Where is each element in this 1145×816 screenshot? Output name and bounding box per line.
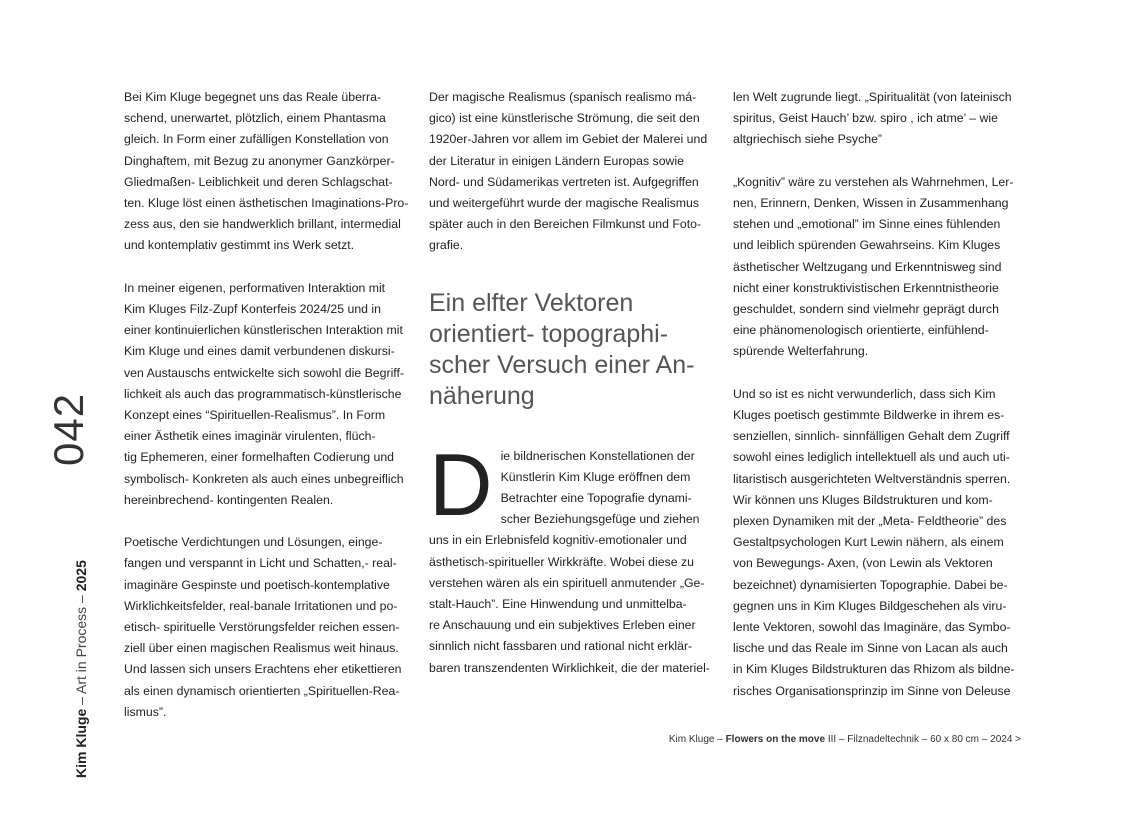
- text-column-3: [733, 87, 1021, 723]
- paragraph: In meiner eigenen, performativen Interaktion mit Kim Kluges Filz-Zupf Konterfeis 2024/25 und in einer kontinuierlichen künstlerischen Interaktion mit Kim Kluge und eines damit verbundenen diskursi- ven Austauschs entwickelte sich sowohl die Begriff- lichkeit als auch das programmatisch-künstlerische Konzept eines “Spirituellen-Realismus”. In Form einer Ästhetik eines imaginär virulenten, flüch- tig Ephemeren, einer formelhaften Codierung und symbolisch- Konkreten als auch eines unbegreiflich hereinbrechend- kontingenten Realen.: [124, 280, 405, 507]
- text-column-1: [124, 87, 411, 744]
- text-column-2: [429, 87, 715, 700]
- caption-suffix: III – Filznadeltechnik – 60 x 80 cm – 2024 >: [825, 734, 1021, 745]
- section-heading: Ein elfter Vektoren orientiert- topographi- scher Versuch einer An- näherung: [429, 288, 695, 410]
- caption-work-title: Flowers on the move: [725, 734, 826, 745]
- paragraph-body: ie bildnerischen Konstellationen der Künstlerin Kim Kluge eröffnen dem Betrachter eine Topografie dynami- scher Beziehungsgefüge und ziehen uns in ein Erlebnisfeld kognitiv-emotionaler und ästhetisch-spiritueller Wirkkräfte. Wobei diese zu verstehen wären als ein spirituell anmutender „Ge- stalt-Hauch”. Eine Hinwendung und unmittelba- re Anschauung und ein subjektives Erleben einer sinnlich nicht fassbaren und rational nicht erklär- baren transzendenten Wirklichkeit, die der materiel-: [429, 448, 710, 675]
- drop-cap: D: [429, 434, 493, 534]
- sidebar-running-title: [72, 560, 90, 778]
- caption-prefix: Kim Kluge –: [668, 734, 726, 745]
- year: 2025: [73, 560, 89, 592]
- artist-name: Kim Kluge: [73, 708, 89, 778]
- page-number: 042: [45, 392, 92, 466]
- series-title: – Art in Process –: [73, 591, 89, 709]
- paragraph: Der magische Realismus (spanisch realismo má- gico) ist eine künstlerische Strömung, die seit den 1920er-Jahren vor allem im Gebiet der Malerei und der Literatur in einigen Ländern Europas sowie Nord- und Südamerikas vertreten ist. Aufgegriffen und weitergeführt wurde der magische Realismus später auch in den Bereichen Filmkunst und Foto- grafie.: [429, 90, 708, 253]
- paragraph: len Welt zugrunde liegt. „Spiritualität (von lateinisch spiritus, Geist Hauch’ bzw. spiro , ich atme’ – wie altgriechisch siehe Psyche”: [733, 90, 1012, 147]
- paragraph: Poetische Verdichtungen und Lösungen, einge- fangen und verspannt in Licht und Schatten,- real- imaginäre Gespinste und poetisch-kontemplative Wirklichkeitsfelder, real-banale Irritationen und po- etisch- spirituelle Verstörungsfelder reichen essen- ziell über einen magischen Realismus weit hinaus. Und lassen sich unsers Erachtens eher etikettieren als einen dynamisch orientierten „Spirituellen-Rea- lismus”.: [124, 535, 402, 719]
- paragraph-with-dropcap: [429, 434, 715, 679]
- paragraph: Bei Kim Kluge begegnet uns das Reale überra- schend, unerwartet, plötzlich, einem Phantasma gleich. In Form einer zufälligen Konstellation von Dinghaftem, mit Bezug zu anonymer Ganzkörper- Gliedmaßen- Leiblichkeit und deren Schlagschat- ten. Kluge löst einen ästhetischen Imaginations-Pro- zess aus, den sie handwerklich brillant, intermedial und kontemplativ gestimmt ins Werk setzt.: [124, 90, 409, 253]
- image-caption: [669, 733, 1021, 747]
- paragraph: „Kognitiv” wäre zu verstehen als Wahrnehmen, Ler- nen, Erinnern, Denken, Wissen in Zusammenhang stehen und „emotional” im Sinne eines fühlenden und leiblich spürenden Gewahrseins. Kim Kluges ästhetischer Weltzugang und Erkenntnisweg sind nicht einer konstruktivistischen Erkenntnistheorie geschuldet, sondern sind vielmehr geprägt durch eine phänomenologisch orientierte, einfühlend- spürende Welterfahrung.: [733, 174, 1014, 359]
- paragraph: Und so ist es nicht verwunderlich, dass sich Kim Kluges poetisch gestimmte Bildwerke in ihrem es- senziellen, sinnlich- sinnfälligen Gehalt dem Zugriff sowohl eines lediglich intellektuell als und auch uti- litaristisch ausgerichteten Weltverständnis sperren. Wir können uns Kluges Bildstrukturen und kom- plexen Dynamiken mit der „Meta- Feldtheorie” des Gestaltpsychologen Kurt Lewin nähern, als einem von Bewegungs- Axen, (von Lewin als Vektoren bezeichnet) dynamisierten Topographie. Dabei be- gegnen uns in Kim Kluges Bildgeschehen als viru- lente Vektoren, sowohl das Imaginäre, das Symbo- lische und das Reale im Sinne von Lacan als auch in Kim Kluges Bildstrukturen das Rhizom als bildne- risches Organisationsprinzip im Sinne von Deleuse: [733, 386, 1015, 698]
